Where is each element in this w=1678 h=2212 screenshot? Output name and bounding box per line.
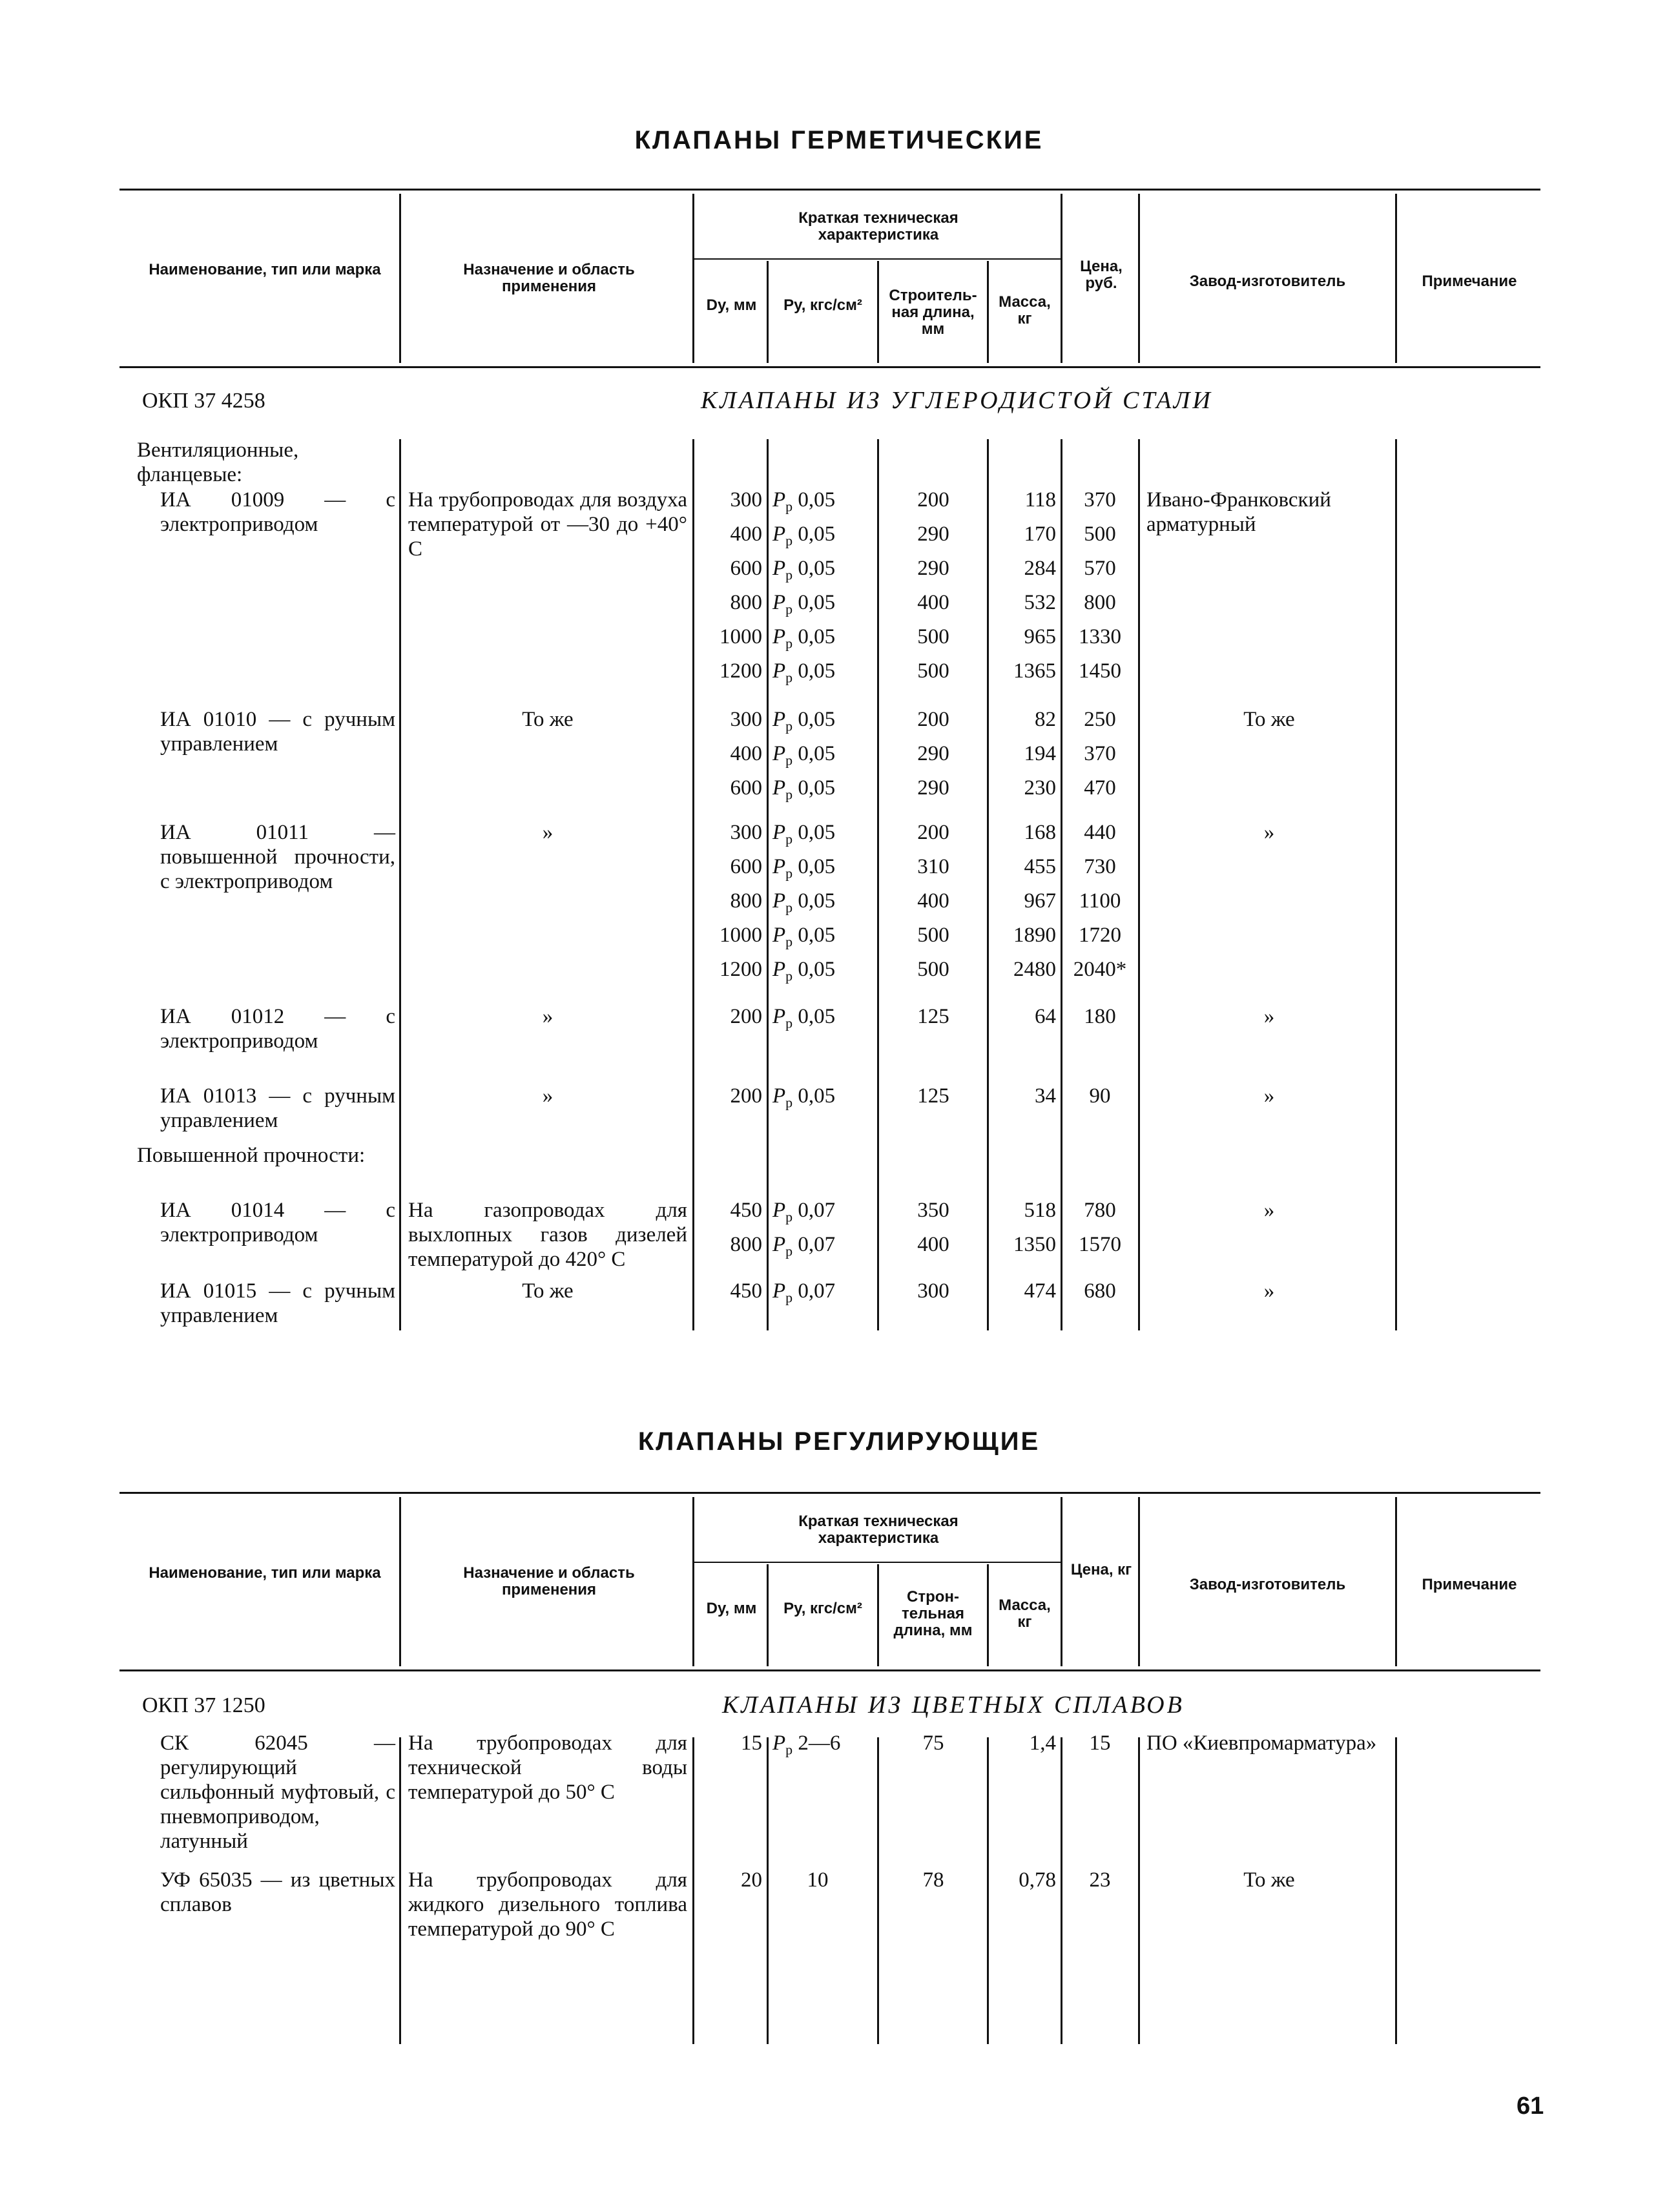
dy-value: 800 [730, 1233, 762, 1256]
mass-value: 455 [1024, 855, 1056, 878]
t2-hv2 [692, 1497, 694, 1666]
price-value: 15 [1089, 1731, 1111, 1755]
t2-bv7 [1138, 1737, 1140, 2044]
t1-hv6 [1061, 194, 1062, 363]
length-value: 125 [917, 1084, 949, 1108]
t2-hv4 [877, 1564, 879, 1666]
item-factory: То же [1243, 1868, 1295, 1892]
dy-value: 1000 [720, 625, 762, 648]
length-value: 310 [917, 855, 949, 878]
item-name: ИА 01012 — с электроприводом [160, 1005, 395, 1053]
t1-bv2 [692, 439, 694, 1330]
t1-bv1 [399, 439, 401, 1330]
length-value: 500 [917, 924, 949, 947]
length-value: 500 [917, 625, 949, 648]
item-factory: » [1263, 1084, 1275, 1108]
mass-value: 1350 [1013, 1233, 1056, 1256]
t2-bv1 [399, 1737, 401, 2044]
t1-h-dy: Dу, мм [706, 296, 757, 314]
t2-bv3 [767, 1737, 769, 2044]
t1-hv3 [767, 261, 769, 363]
py-value: $P_р$ 0,05 [772, 708, 836, 734]
price-value: 780 [1084, 1199, 1116, 1222]
dy-value: 15 [741, 1731, 762, 1755]
mass-value: 64 [1035, 1005, 1056, 1028]
py-value: $P_р$ 2—6 [772, 1731, 841, 1758]
dy-value: 20 [741, 1868, 762, 1892]
item-name: ИА 01011 — повышенной прочности, с электроприводом [160, 821, 395, 893]
t2-hv6 [1061, 1497, 1062, 1666]
item-purpose: То же [522, 1279, 574, 1303]
py-value: $P_р$ 0,05 [772, 1005, 836, 1031]
group-high-strength: Повышенной прочности: [137, 1144, 366, 1167]
length-value: 290 [917, 742, 949, 765]
mass-value: 82 [1035, 708, 1056, 731]
py-value: $P_р$ 0,05 [772, 958, 836, 984]
item-name: ИА 01014 — с электроприводом [160, 1199, 395, 1246]
t2-hv8 [1395, 1497, 1397, 1666]
t1-bv7 [1138, 439, 1140, 1330]
dy-value: 200 [730, 1005, 762, 1028]
dy-value: 600 [730, 557, 762, 580]
page-number: 61 [1517, 2093, 1544, 2120]
item-name: ИА 01010 — с ручным управлением [160, 708, 395, 756]
dy-value: 300 [730, 488, 762, 512]
length-value: 400 [917, 591, 949, 614]
py-value: $P_р$ 0,05 [772, 557, 836, 583]
price-value: 23 [1089, 1868, 1111, 1892]
mass-value: 1,4 [1029, 1731, 1056, 1755]
length-value: 290 [917, 557, 949, 580]
length-value: 75 [922, 1731, 944, 1755]
mass-value: 284 [1024, 557, 1056, 580]
length-value: 200 [917, 488, 949, 512]
length-value: 200 [917, 821, 949, 844]
price-value: 1570 [1079, 1233, 1121, 1256]
length-value: 78 [922, 1868, 944, 1892]
t1-hv8 [1395, 194, 1397, 363]
t2-h-note: Примечание [1422, 1576, 1517, 1593]
mass-value: 532 [1024, 591, 1056, 614]
item-name: ИА 01015 — с ручным управлением [160, 1279, 395, 1327]
length-value: 500 [917, 958, 949, 981]
t1-hv4 [877, 261, 879, 363]
t2-h-name: Наименование, тип или марка [149, 1564, 381, 1582]
table2-tech-rule [694, 1562, 1061, 1563]
mass-value: 194 [1024, 742, 1056, 765]
price-value: 180 [1084, 1005, 1116, 1028]
t1-h-price: Цена, руб. [1080, 258, 1123, 292]
item-factory: » [1263, 1005, 1275, 1028]
t1-bv5 [987, 439, 989, 1330]
table2-header-rule [119, 1669, 1540, 1671]
length-value: 200 [917, 708, 949, 731]
length-value: 290 [917, 522, 949, 546]
item-purpose: » [542, 1005, 554, 1028]
mass-value: 965 [1024, 625, 1056, 648]
t1-h-length: Строитель-ная длина, мм [889, 287, 977, 338]
price-value: 1720 [1079, 924, 1121, 947]
py-value: $P_р$ 0,05 [772, 742, 836, 769]
py-value: $P_р$ 0,05 [772, 889, 836, 916]
table1-header-rule [119, 366, 1540, 368]
t1-section: КЛАПАНЫ ИЗ УГЛЕРОДИСТОЙ СТАЛИ [701, 387, 1213, 414]
length-value: 125 [917, 1005, 949, 1028]
price-value: 730 [1084, 855, 1116, 878]
group-ventilation: Вентиляционные, фланцевые: [137, 439, 299, 486]
py-value: $P_р$ 0,05 [772, 522, 836, 549]
table1-top-rule [119, 189, 1540, 191]
item-purpose: На трубопроводах для воздуха температурой от —30 до +40° С [408, 488, 687, 561]
t1-h-factory: Завод-изготовитель [1189, 273, 1346, 290]
py-value: $P_р$ 0,05 [772, 488, 836, 515]
item-name: ИА 01009 — с электроприводом [160, 488, 395, 536]
price-value: 1450 [1079, 659, 1121, 683]
item-factory: То же [1243, 708, 1295, 731]
dy-value: 1000 [720, 924, 762, 947]
t2-h-py: Pу, кгс/см² [783, 1600, 862, 1617]
t2-h-length: Строн-тельная длина, мм [893, 1588, 973, 1639]
mass-value: 2480 [1013, 958, 1056, 981]
py-value: $P_р$ 0,05 [772, 659, 836, 686]
item-purpose: На трубопроводах для технической воды температурой до 50° С [408, 1731, 687, 1804]
mass-value: 34 [1035, 1084, 1056, 1108]
dy-value: 300 [730, 821, 762, 844]
t2-h-dy: Dу, мм [706, 1600, 757, 1617]
mass-value: 1890 [1013, 924, 1056, 947]
mass-value: 118 [1024, 488, 1056, 512]
item-factory: » [1263, 821, 1275, 844]
price-value: 2040* [1073, 958, 1127, 981]
item-purpose: На газопроводах для выхлопных газов дизелей температурой до 420° С [408, 1199, 687, 1271]
price-value: 370 [1084, 742, 1116, 765]
t2-h-mass: Масса, кг [999, 1597, 1051, 1631]
price-value: 800 [1084, 591, 1116, 614]
dy-value: 800 [730, 591, 762, 614]
py-value: $P_р$ 0,07 [772, 1233, 836, 1259]
t1-bv3 [767, 439, 769, 1330]
py-value: 10 [807, 1868, 829, 1892]
t2-bv8 [1395, 1737, 1397, 2044]
dy-value: 400 [730, 742, 762, 765]
py-value: $P_р$ 0,05 [772, 776, 836, 803]
price-value: 470 [1084, 776, 1116, 800]
table2-title: КЛАПАНЫ РЕГУЛИРУЮЩИЕ [637, 1427, 1041, 1456]
t1-h-note: Примечание [1422, 273, 1517, 290]
t2-bv4 [877, 1737, 879, 2044]
t2-hv7 [1138, 1497, 1140, 1666]
dy-value: 1200 [720, 659, 762, 683]
item-factory: Ивано-Франковский арматурный [1146, 488, 1331, 536]
table1-tech-rule [694, 258, 1061, 260]
t2-section: КЛАПАНЫ ИЗ ЦВЕТНЫХ СПЛАВОВ [722, 1691, 1185, 1719]
py-value: $P_р$ 0,05 [772, 821, 836, 847]
py-value: $P_р$ 0,05 [772, 1084, 836, 1111]
py-value: $P_р$ 0,07 [772, 1199, 836, 1225]
t1-hv7 [1138, 194, 1140, 363]
t2-h-purpose: Назначение и область применения [463, 1564, 635, 1598]
price-value: 1100 [1079, 889, 1121, 913]
dy-value: 600 [730, 776, 762, 800]
t2-hv5 [987, 1564, 989, 1666]
py-value: $P_р$ 0,05 [772, 855, 836, 882]
py-value: $P_р$ 0,07 [772, 1279, 836, 1306]
dy-value: 600 [730, 855, 762, 878]
table2-top-rule [119, 1492, 1540, 1494]
price-value: 250 [1084, 708, 1116, 731]
price-value: 1330 [1079, 625, 1121, 648]
py-value: $P_р$ 0,05 [772, 591, 836, 617]
item-purpose: На трубопроводах для жидкого дизельного топлива температурой до 90° С [408, 1868, 687, 1941]
t1-h-purpose: Назначение и область применения [463, 261, 635, 295]
dy-value: 450 [730, 1199, 762, 1222]
t1-okp: ОКП 37 4258 [142, 389, 265, 413]
dy-value: 1200 [720, 958, 762, 981]
price-value: 370 [1084, 488, 1116, 512]
t1-bv4 [877, 439, 879, 1330]
item-name: СК 62045 — регулирующий сильфонный муфтовый, с пневмоприводом, латунный [160, 1731, 395, 1853]
dy-value: 800 [730, 889, 762, 913]
length-value: 500 [917, 659, 949, 683]
dy-value: 450 [730, 1279, 762, 1303]
t1-bv6 [1061, 439, 1062, 1330]
price-value: 570 [1084, 557, 1116, 580]
dy-value: 400 [730, 522, 762, 546]
item-purpose: » [542, 821, 554, 844]
t2-bv2 [692, 1737, 694, 2044]
item-factory: » [1263, 1199, 1275, 1222]
item-purpose: То же [522, 708, 574, 731]
item-purpose: » [542, 1084, 554, 1108]
py-value: $P_р$ 0,05 [772, 924, 836, 950]
t1-h-mass: Масса, кг [999, 293, 1051, 327]
mass-value: 170 [1024, 522, 1056, 546]
t1-h-tech: Краткая техническая характеристика [798, 209, 958, 243]
length-value: 290 [917, 776, 949, 800]
t2-hv3 [767, 1564, 769, 1666]
price-value: 440 [1084, 821, 1116, 844]
length-value: 400 [917, 889, 949, 913]
item-name: ИА 01013 — с ручным управлением [160, 1084, 395, 1132]
table1-title: КЛАПАНЫ ГЕРМЕТИЧЕСКИЕ [634, 126, 1044, 154]
t2-bv5 [987, 1737, 989, 2044]
mass-value: 474 [1024, 1279, 1056, 1303]
length-value: 300 [917, 1279, 949, 1303]
t2-bv6 [1061, 1737, 1062, 2044]
t2-h-tech: Краткая техническая характеристика [798, 1513, 958, 1547]
t2-h-factory: Завод-изготовитель [1189, 1576, 1346, 1593]
t2-hv1 [399, 1497, 401, 1666]
t1-hv1 [399, 194, 401, 363]
py-value: $P_р$ 0,05 [772, 625, 836, 652]
mass-value: 168 [1024, 821, 1056, 844]
t1-hv5 [987, 261, 989, 363]
dy-value: 200 [730, 1084, 762, 1108]
t1-h-py: Pу, кгс/см² [783, 296, 862, 314]
dy-value: 300 [730, 708, 762, 731]
mass-value: 230 [1024, 776, 1056, 800]
item-name: УФ 65035 — из цветных сплавов [160, 1868, 395, 1916]
item-factory: » [1263, 1279, 1275, 1303]
length-value: 350 [917, 1199, 949, 1222]
t2-h-price: Цена, кг [1070, 1561, 1132, 1578]
price-value: 500 [1084, 522, 1116, 546]
mass-value: 1365 [1013, 659, 1056, 683]
t2-okp: ОКП 37 1250 [142, 1693, 265, 1717]
mass-value: 967 [1024, 889, 1056, 913]
price-value: 90 [1089, 1084, 1111, 1108]
t1-bv8 [1395, 439, 1397, 1330]
length-value: 400 [917, 1233, 949, 1256]
t1-hv2 [692, 194, 694, 363]
mass-value: 518 [1024, 1199, 1056, 1222]
price-value: 680 [1084, 1279, 1116, 1303]
mass-value: 0,78 [1019, 1868, 1056, 1892]
t1-h-name: Наименование, тип или марка [149, 261, 381, 278]
item-factory: ПО «Киевпромарматура» [1146, 1731, 1377, 1755]
